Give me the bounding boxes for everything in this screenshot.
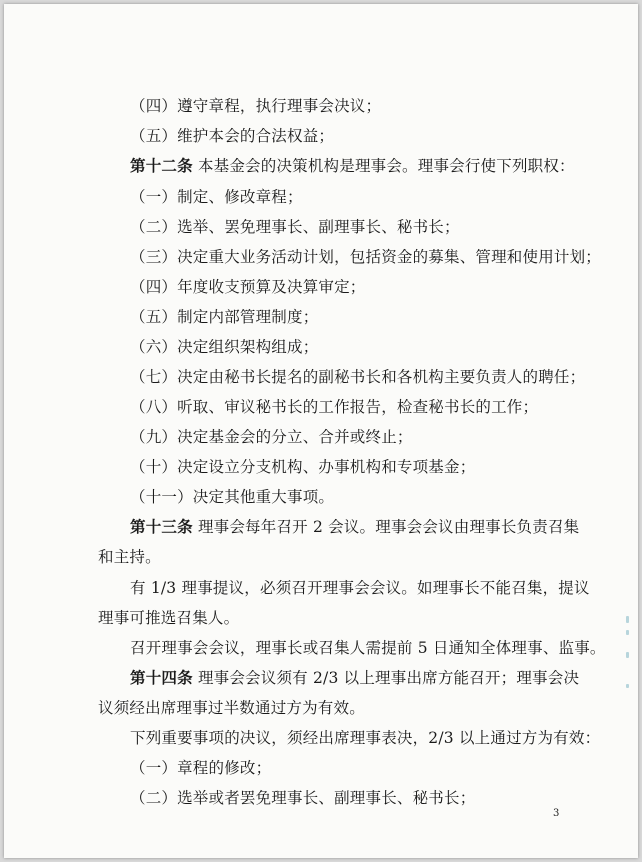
scan-edge-mark xyxy=(626,616,629,623)
article-heading-line: 第十三条 理事会每年召开 2 会议。理事会会议由理事长负责召集 xyxy=(130,517,580,536)
article-heading-line: 第十四条 理事会会议须有 2/3 以上理事出席方能召开；理事会决 xyxy=(130,668,580,687)
text-line: （四）遵守章程，执行理事会决议； xyxy=(130,97,382,115)
text-line: 议须经出席理事过半数通过方为有效。 xyxy=(98,699,365,717)
text-line: （五）制定内部管理制度； xyxy=(130,308,319,326)
text-line: 有 1/3 理事提议，必须召开理事会会议。如理事长不能召集，提议 xyxy=(130,579,590,597)
text-line: （一）章程的修改； xyxy=(130,759,272,777)
text-line: 理事可推选召集人。 xyxy=(98,609,240,627)
text-line: （四）年度收支预算及决算审定； xyxy=(130,278,366,296)
article-heading-line: 第十二条 本基金会的决策机构是理事会。理事会行使下列职权： xyxy=(130,156,575,175)
text-line: （三）决定重大业务活动计划，包括资金的募集、管理和使用计划； xyxy=(130,248,602,266)
article-number: 第十三条 xyxy=(130,517,193,536)
text-line: （十）决定设立分支机构、办事机构和专项基金； xyxy=(130,458,476,476)
document-page xyxy=(4,4,638,858)
text-line: （九）决定基金会的分立、合并或终止； xyxy=(130,428,413,446)
text-line: （五）维护本会的合法权益； xyxy=(130,127,335,145)
scan-edge-mark xyxy=(626,684,629,688)
text-line: （八）听取、审议秘书长的工作报告，检查秘书长的工作； xyxy=(130,398,539,416)
text-line: 召开理事会会议，理事长或召集人需提前 5 日通知全体理事、监事。 xyxy=(130,639,606,657)
text-line: （二）选举、罢免理事长、副理事长、秘书长； xyxy=(130,218,460,236)
scan-edge-mark xyxy=(626,652,629,658)
text-line: 下列重要事项的决议，须经出席理事表决，2/3 以上通过方为有效： xyxy=(130,729,601,747)
text-line: （六）决定组织架构组成； xyxy=(130,338,319,356)
text-line: （七）决定由秘书长提名的副秘书长和各机构主要负责人的聘任； xyxy=(130,368,586,386)
text-line: （一）制定、修改章程； xyxy=(130,188,303,206)
text-line: 和主持。 xyxy=(98,548,161,566)
article-number: 第十二条 xyxy=(130,156,193,175)
text-line: （二）选举或者罢免理事长、副理事长、秘书长； xyxy=(130,789,476,807)
article-number: 第十四条 xyxy=(130,668,193,687)
text-line: （十一）决定其他重大事项。 xyxy=(130,488,335,506)
page-number: 3 xyxy=(553,808,560,819)
scan-edge-mark xyxy=(626,630,629,635)
